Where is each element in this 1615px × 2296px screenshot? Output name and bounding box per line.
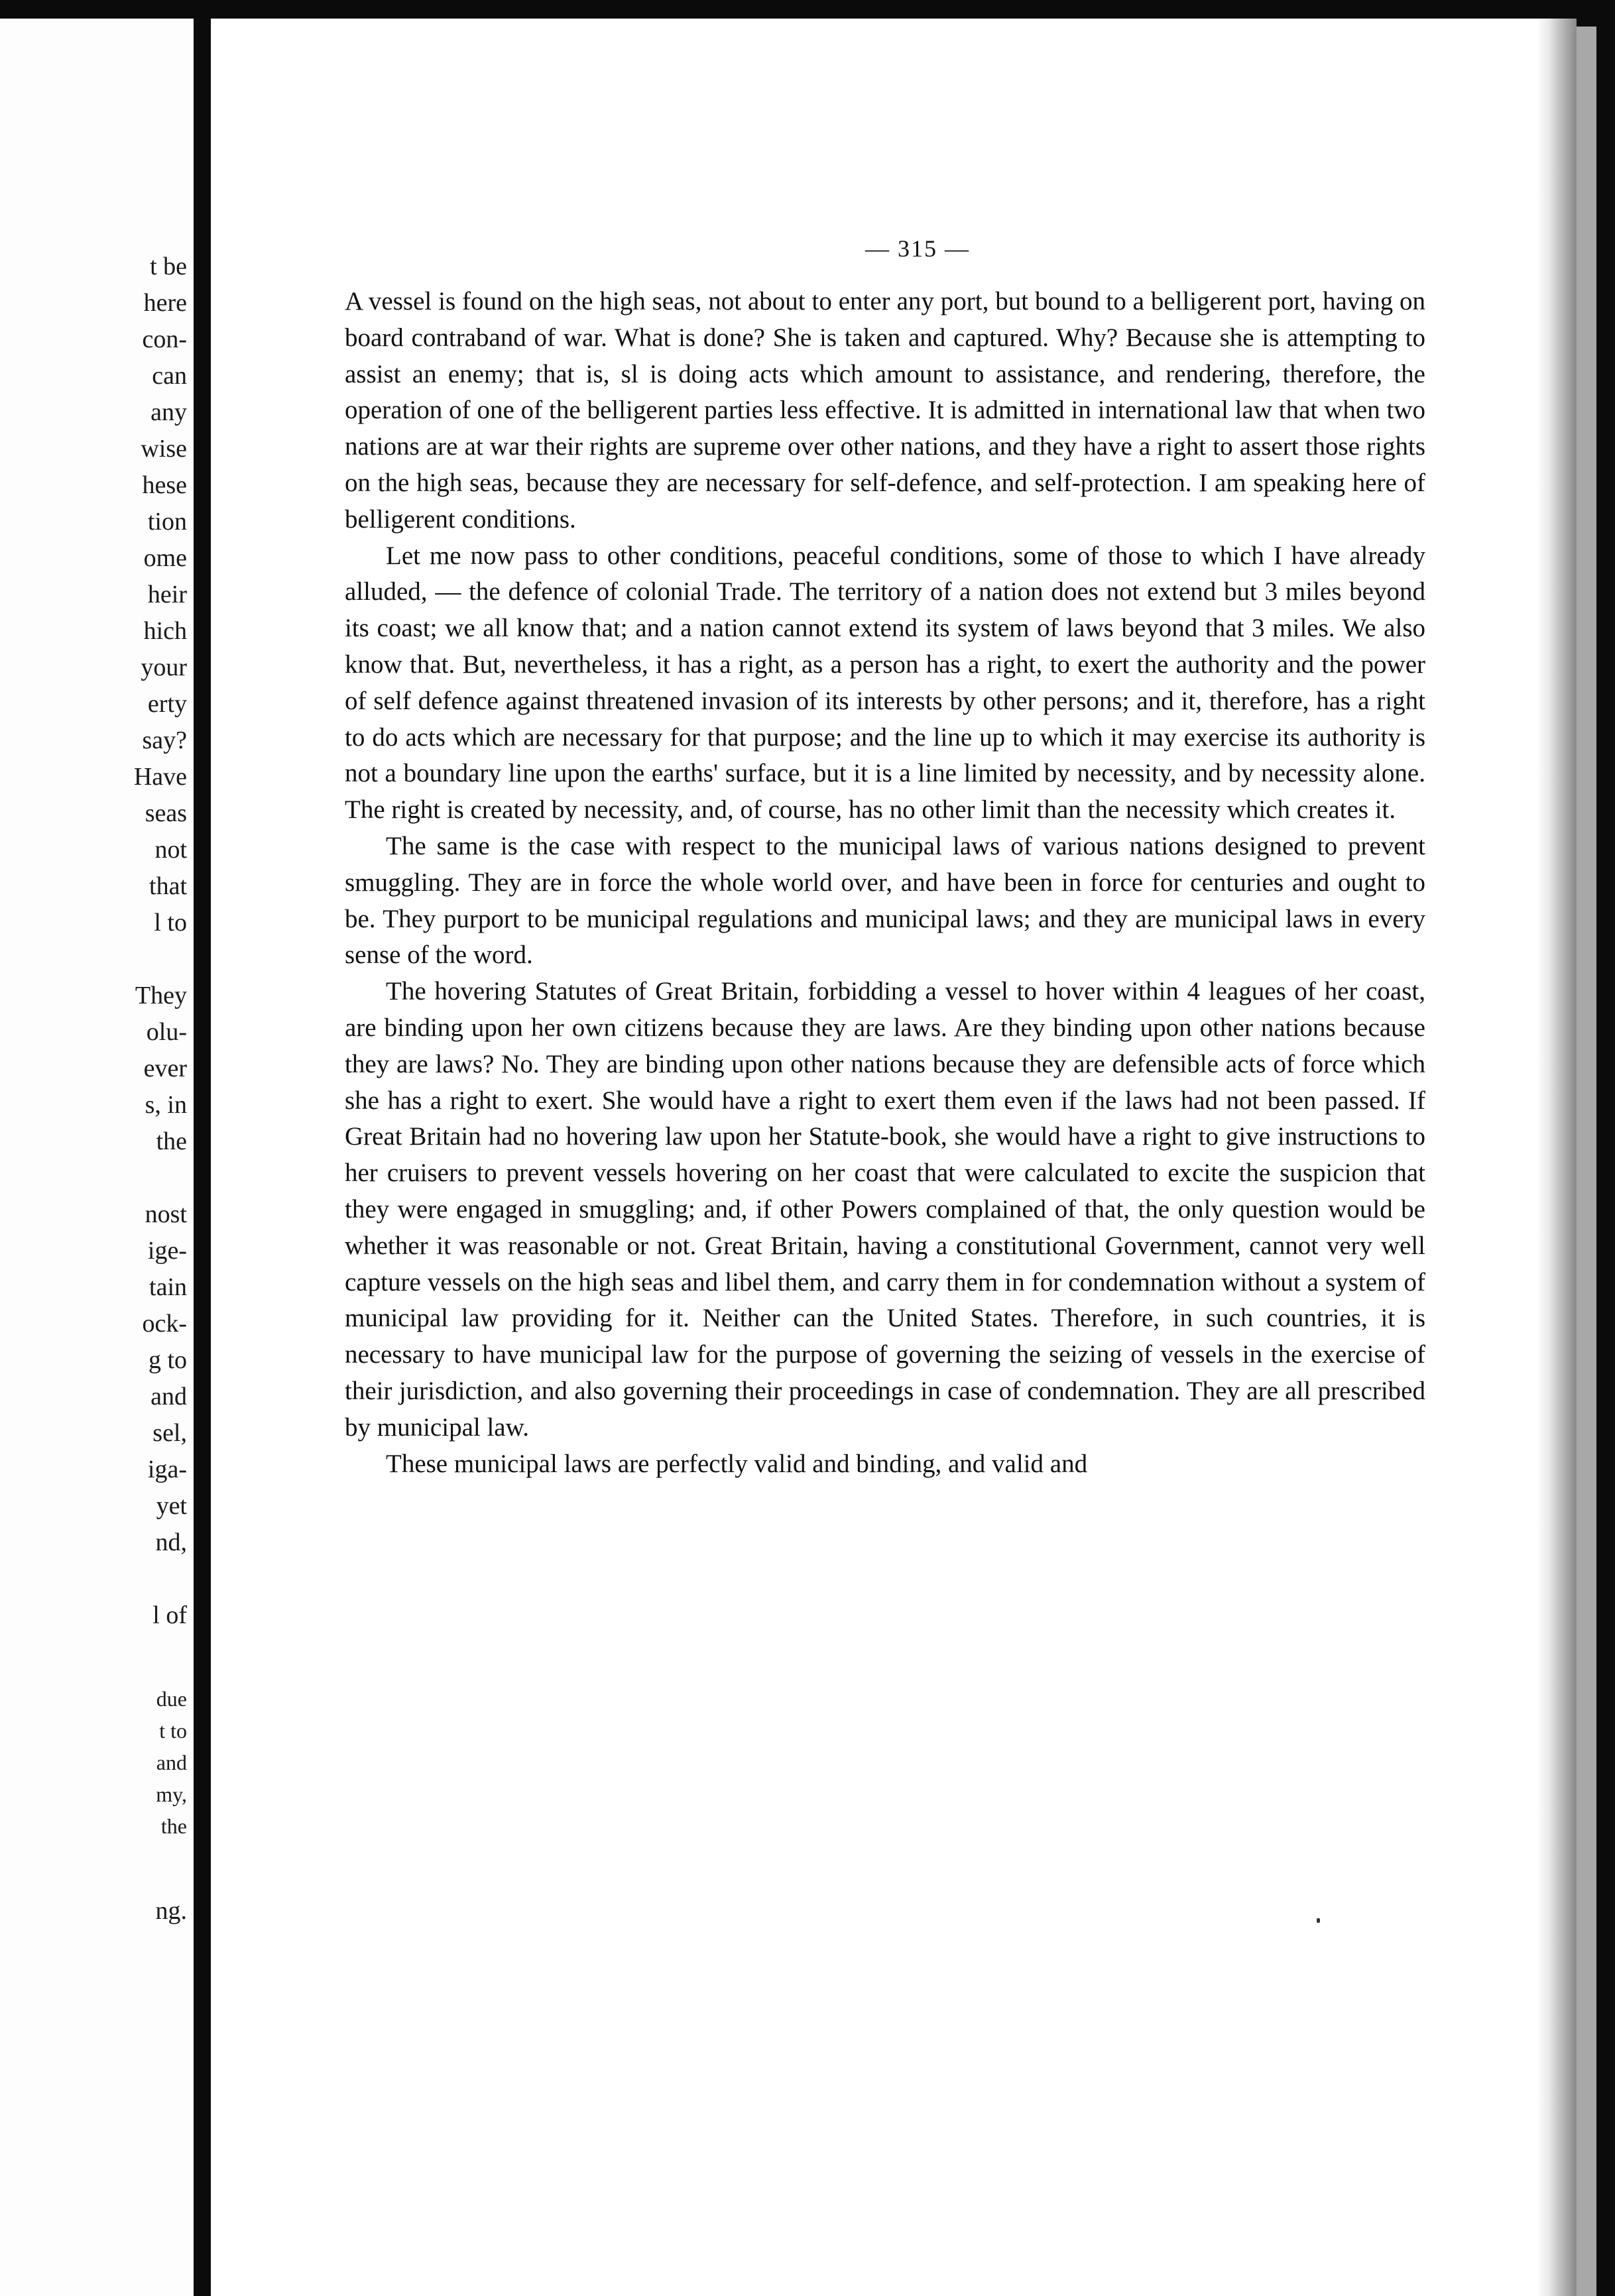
previous-page-fragment: the	[156, 1127, 187, 1155]
previous-page-edge	[0, 19, 194, 2296]
document-page	[211, 19, 1545, 2296]
previous-page-fragment: and	[150, 1383, 187, 1410]
previous-page-fragment: wise	[141, 435, 187, 463]
previous-page-fragment: g to	[148, 1346, 187, 1374]
previous-page-fragment: my,	[156, 1782, 187, 1806]
previous-page-fragment: olu-	[146, 1018, 187, 1046]
previous-page-fragment: yet	[156, 1492, 187, 1520]
previous-page-fragment: tion	[147, 508, 187, 536]
previous-page-fragment: hich	[143, 617, 187, 645]
previous-page-fragment: and	[156, 1751, 187, 1774]
previous-page-fragment: any	[150, 398, 187, 426]
previous-page-fragment: say?	[142, 726, 187, 754]
previous-page-fragment: sel,	[152, 1419, 187, 1447]
scan-speck	[1317, 1918, 1320, 1923]
page-binding-shadow	[1537, 19, 1577, 2296]
previous-page-fragment: heir	[147, 581, 187, 608]
previous-page-fragment: not	[154, 836, 187, 864]
paragraph-3: The same is the case with respect to the municipal laws of various nations designed to prevent smuggling. They are in force the whole world over, and have been in force for centuries and ought to be. They purport to be municipal regulations and municipal laws; and they are municipal laws in every sense of the word.	[345, 831, 1425, 970]
previous-page-fragment: your	[141, 654, 187, 681]
previous-page-fragment: t to	[159, 1719, 187, 1743]
scan-margin-strip	[1577, 27, 1596, 2296]
previous-page-fragment: Have	[133, 763, 187, 791]
previous-page-fragment: l of	[152, 1601, 187, 1629]
paragraph-2: Let me now pass to other conditions, peaceful conditions, some of those to which I have already alluded, — the defence of colonial Trade. The territory of a nation does not extend but 3 miles beyond its coast; we all know that; and a nation cannot extend its system of laws beyond that 3 miles. We also know that. But, nevertheless, it has a right, as a person has a right, to exert the authority and the power of self defence against threatened invasion of its interests by other persons; and it, therefore, has a right to do acts which are necessary for that purpose; and the line up to which it may exercise its authority is not a boundary line upon the earths' surface, but it is a line limited by necessity, and by necessity alone. The right is created by necessity, and, of course, has no other limit than the necessity which creates it.	[345, 541, 1425, 825]
previous-page-fragment: t be	[150, 253, 187, 280]
previous-page-fragment: seas	[145, 799, 187, 827]
previous-page-fragment: ever	[143, 1055, 187, 1082]
previous-page-fragment: here	[143, 289, 187, 317]
paragraph-1: A vessel is found on the high seas, not about to enter any port, but bound to a belligerent port, having on board contraband of war. What is done? She is taken and captured. Why? Because she is attempting to assist an enemy; that is, sl is doing acts which amount to assistance, and rendering, therefore, the operation of one of the belligerent parties less effective. It is admitted in international law that when two nations are at war their rights are supreme over other nations, and they have a right to assert those rights on the high seas, because they are necessary for self-defence, and self-protection. I am speaking here of belligerent conditions.	[345, 287, 1425, 534]
page-number: — 315 —	[865, 235, 970, 262]
previous-page-fragment: con-	[142, 325, 187, 353]
previous-page-fragment: ng.	[155, 1897, 187, 1925]
previous-page-fragment: erty	[147, 690, 187, 718]
paragraph-5: These municipal laws are perfectly valid and binding, and valid and	[386, 1449, 1088, 1478]
previous-page-fragment: can	[152, 362, 187, 390]
previous-page-fragment: They	[135, 982, 187, 1009]
previous-page-fragment: iga-	[147, 1456, 187, 1483]
previous-page-fragment: tain	[149, 1273, 187, 1301]
previous-page-fragment: s, in	[145, 1091, 187, 1119]
previous-page-fragment: l to	[154, 909, 187, 937]
previous-page-fragment: due	[156, 1687, 187, 1711]
previous-page-fragment: ome	[143, 544, 187, 572]
previous-page-fragment: ige-	[147, 1237, 187, 1265]
page-body	[345, 284, 1425, 1482]
previous-page-fragment: that	[149, 872, 187, 900]
previous-page-fragment: nost	[145, 1200, 187, 1228]
paragraph-4: The hovering Statutes of Great Britain, forbidding a vessel to hover within 4 leagues of her coast, are binding upon her own citizens because they are laws. Are they binding upon other nations because they are laws? No. They are binding upon other nations because they are defensible acts of force which she has a right to exert. She would have a right to exert them even if the laws had not been passed. If Great Britain had no hovering law upon her Statute-book, she would have a right to give instructions to her cruisers to prevent vessels hovering on her coast that were calculated to excite the suspicion that they were engaged in smuggling; and, if other Powers complained of that, the only question would be whether it was reasonable or not. Great Britain, having a constitutional Government, cannot very well capture vessels on the high seas and libel them, and carry them in for condemnation without a system of municipal law providing for it. Neither can the United States. Therefore, in such countries, it is necessary to have municipal law for the purpose of governing the seizing of vessels in the exercise of their jurisdiction, and also governing their proceedings in case of condemnation. They are all prescribed by municipal law.	[345, 977, 1425, 1442]
previous-page-fragment: nd,	[155, 1528, 187, 1556]
previous-page-fragment: the	[160, 1814, 187, 1838]
previous-page-fragment: ock-	[142, 1310, 187, 1338]
previous-page-fragment: hese	[142, 471, 187, 499]
